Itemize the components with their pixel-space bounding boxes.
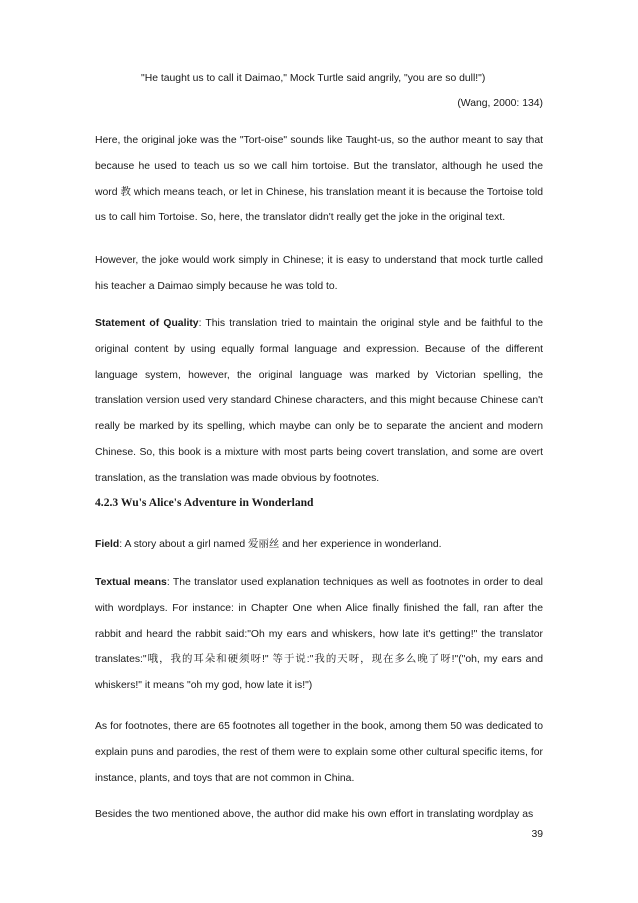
textual-means-text: : The translator used explanation techniques as well as footnotes in order to deal with wordplays. For instance: in Chapter One when Alice finally finished the fall, ran after the rabbit and heard the rabbit said:"Oh my ears and whiskers, how late it's getting!" the translator translates:"哦，我的耳朵和硬须呀!" 等于说:"我的天呀，现在多么晚了呀!"("oh, my ears and whiskers!" it means "oh my god, how late it is!") bbox=[95, 577, 543, 692]
statement-of-quality-label: Statement of Quality bbox=[95, 318, 199, 329]
paragraph-field bbox=[95, 532, 543, 558]
quote-citation: (Wang, 2000: 134) bbox=[457, 98, 543, 109]
paragraph-textual-means bbox=[95, 570, 543, 699]
block-quote: "He taught us to call it Daimao," Mock Turtle said angrily, "you are so dull!") bbox=[141, 73, 486, 84]
paragraph-statement-of-quality bbox=[95, 311, 543, 492]
textual-means-label: Textual means bbox=[95, 577, 167, 588]
field-text: : A story about a girl named 爱丽丝 and her experience in wonderland. bbox=[119, 539, 442, 550]
field-label: Field bbox=[95, 539, 120, 550]
paragraph-chinese-joke: However, the joke would work simply in Chinese; it is easy to understand that mock turtle called his teacher a Daimao simply because he was told to. bbox=[95, 255, 543, 292]
page-number: 39 bbox=[531, 829, 543, 840]
statement-of-quality-text: : This translation tried to maintain the original style and be faithful to the original content by using equally formal language and expression. Because of the different language system, however, the original language was marked by Victorian spelling, the translation version used very standard Chinese characters, and this might because Chinese can't really be marked by its spelling, which maybe can only be to separate the ancient and modern Chinese. So, this book is a mixture with most parts being covert translation, and some are overt translation, as the translation was made obvious by footnotes. bbox=[95, 318, 543, 484]
paragraph-besides: Besides the two mentioned above, the author did make his own effort in translating wordplay as bbox=[95, 809, 534, 820]
paragraph-tortoise-joke: Here, the original joke was the "Tort-oise" sounds like Taught-us, so the author meant to say that because he used to teach us so we call him tortoise. But the translator, although he used the word 教 which means teach, or let in Chinese, his translation meant it is because the Tortoise told us to call him Tortoise. So, here, the translator didn't really get the joke in the original text. bbox=[95, 135, 543, 224]
section-heading: 4.2.3 Wu's Alice's Adventure in Wonderland bbox=[95, 496, 314, 509]
paragraph-footnotes: As for footnotes, there are 65 footnotes all together in the book, among them 50 was dedicated to explain puns and parodies, the rest of them were to explain some other cultural specific items, for instance, plants, and toys that are not common in China. bbox=[95, 721, 543, 784]
